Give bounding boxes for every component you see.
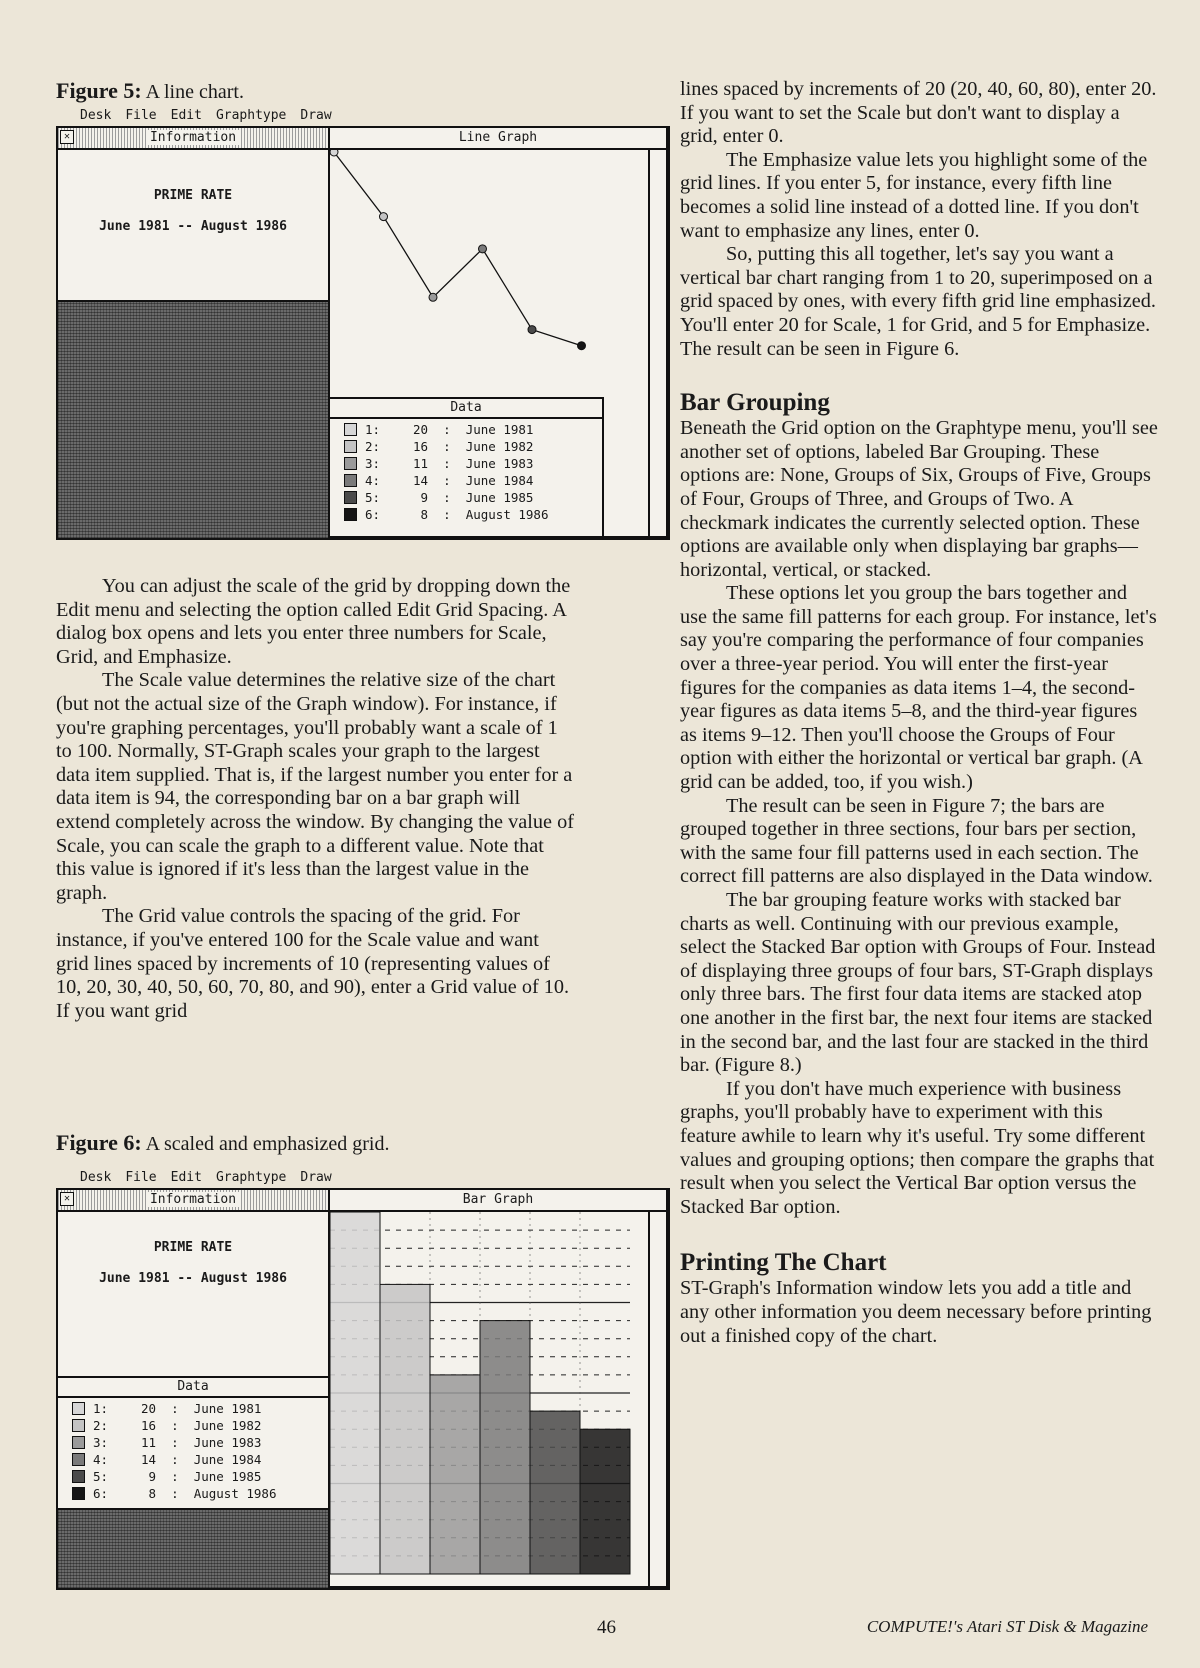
info-line2-fig5: June 1981 -- August 1986: [99, 219, 287, 234]
data-row[interactable]: [72, 1451, 328, 1468]
figure-6-caption-text: A scaled and emphasized grid.: [145, 1133, 390, 1155]
data-title-fig5: Data: [446, 400, 485, 415]
page-number: 46: [597, 1617, 616, 1638]
right-column: [680, 78, 1158, 1348]
data-window-fig6: [56, 1376, 330, 1510]
data-row[interactable]: [344, 455, 602, 472]
paragraph: You can adjust the scale of the grid by dropping down the Edit menu and selecting the option called Edit Grid Spacing. A dialog box opens and lets you enter three numbers for Scale, Grid, and Emphasize.: [56, 575, 571, 668]
data-row[interactable]: [344, 506, 602, 523]
figure-5-caption: [56, 78, 576, 104]
bar: [580, 1429, 630, 1574]
data-row[interactable]: [72, 1417, 328, 1434]
info-title-fig6: Information: [146, 1192, 240, 1207]
data-row-value: 9: [148, 1469, 157, 1484]
data-row[interactable]: [344, 438, 602, 455]
paragraph: These options let you group the bars together and use the same fill patterns for each group. For instance, let's say you're comparing the performance of four companies over a three-year period. You will enter the first-year figures for the companies as data items 1–4, the second-year figures as data items 5–8, and the third-year figures as items 9–12. Then you'll choose the Groups of Four option with either the horizontal or vertical bar graph. (A grid can be added, too, if you wish.): [680, 582, 1157, 794]
figure-6-caption: [56, 1130, 389, 1156]
paragraph: If you don't have much experience with business graphs, you'll probably have to experiment with this feature awhile to learn why it's useful. Try some different values and grouping options; then compare the graphs that result when you select the Vertical Bar option versus the Stacked Bar option.: [680, 1077, 1155, 1218]
fill-pattern-swatch[interactable]: [344, 491, 357, 504]
data-list-fig5: [330, 419, 602, 523]
info-titlebar-fig6[interactable]: [58, 1190, 328, 1212]
line-point: [578, 342, 586, 350]
data-row-index: 3:: [93, 1435, 109, 1450]
fill-pattern-swatch[interactable]: [72, 1402, 85, 1415]
bar: [330, 1212, 380, 1574]
data-row-index: 1:: [93, 1401, 109, 1416]
close-icon[interactable]: ✕: [60, 130, 74, 144]
data-row-value: 14: [141, 1452, 157, 1467]
data-row-label: August 1986: [465, 507, 549, 522]
figure-6-desktop: [56, 1188, 670, 1590]
fill-pattern-swatch[interactable]: [72, 1453, 85, 1466]
menu-file[interactable]: File: [125, 108, 157, 123]
data-title-fig6: Data: [173, 1379, 212, 1394]
data-row-separator: :: [156, 1486, 194, 1501]
bar-graph-titlebar[interactable]: [330, 1190, 666, 1212]
data-row-value: 16: [141, 1418, 157, 1433]
paragraph: The result can be seen in Figure 7; the bars are grouped together in three sections, four bars per section, with the same four fill patterns used in each section. The correct fill patterns are also displayed in the Data window.: [680, 794, 1153, 888]
data-row-index: 1:: [365, 422, 381, 437]
data-row-index: 5:: [93, 1469, 109, 1484]
figure-5-screen: [56, 108, 668, 538]
data-row-value: 8: [148, 1486, 157, 1501]
data-row-value: 9: [420, 490, 429, 505]
data-row-index: 4:: [365, 473, 381, 488]
info-window-fig6: [56, 1188, 330, 1378]
data-row[interactable]: [72, 1485, 328, 1502]
data-row-value: 11: [141, 1435, 157, 1450]
data-row-index: 6:: [365, 507, 381, 522]
line-point: [429, 293, 437, 301]
fill-pattern-swatch[interactable]: [72, 1436, 85, 1449]
bar-chart: [330, 1212, 650, 1588]
left-body-text: [56, 575, 576, 1023]
figure-5-label: Figure 5:: [56, 78, 142, 103]
data-window-fig5: [328, 397, 604, 538]
data-row-label: June 1983: [193, 1435, 262, 1450]
paragraph: So, putting this all together, let's say you want a vertical bar chart ranging from 1 to 20, superimposed on a grid spaced by ones, with every fifth grid line emphasized. You'll enter 20 for Scale, 1 for Grid, and 5 for Emphasize. The result can be seen in Figure 6.: [680, 243, 1156, 360]
data-row-separator: :: [156, 1401, 194, 1416]
line-graph-titlebar[interactable]: [330, 128, 666, 150]
info-body-fig5: [58, 188, 328, 234]
data-row[interactable]: [344, 421, 602, 438]
info-window-fig5: [56, 126, 330, 302]
line-series: [334, 152, 582, 346]
menu-edit[interactable]: Edit: [170, 1170, 202, 1185]
data-row-label: June 1984: [465, 473, 534, 488]
menu-edit[interactable]: Edit: [170, 108, 202, 123]
info-body-fig6: [58, 1240, 328, 1286]
figure-6-label: Figure 6:: [56, 1130, 142, 1155]
paragraph: ST-Graph's Information window lets you add a title and any other information you deem necessary before printing out a finished copy of the chart.: [680, 1277, 1152, 1347]
info-line1-fig6: PRIME RATE: [153, 1240, 233, 1255]
section-heading-printing: Printing The Chart: [680, 1249, 887, 1277]
data-row-separator: :: [428, 456, 466, 471]
paragraph: lines spaced by increments of 20 (20, 40, 60, 80), enter 20. If you want to set the Scale but don't want to display a grid, enter 0.: [680, 78, 1157, 148]
figure-5-menubar: [56, 108, 668, 124]
bar: [530, 1411, 580, 1574]
fill-pattern-swatch[interactable]: [344, 508, 357, 521]
bar: [430, 1375, 480, 1574]
menu-desk[interactable]: Desk: [80, 108, 112, 123]
bar-graph-window: [328, 1188, 668, 1588]
data-row-index: 4:: [93, 1452, 109, 1467]
info-titlebar-fig5[interactable]: [58, 128, 328, 150]
data-row-separator: :: [428, 422, 466, 437]
data-row-value: 20: [413, 422, 429, 437]
figure-6-menubar: [56, 1170, 668, 1186]
data-row-separator: :: [156, 1435, 194, 1450]
data-list-fig6: [58, 1398, 328, 1502]
line-point: [528, 326, 536, 334]
menu-graphtype[interactable]: Graphtype: [215, 1170, 287, 1185]
data-row-separator: :: [428, 507, 466, 522]
bar-graph-title: Bar Graph: [459, 1192, 537, 1207]
paragraph: The bar grouping feature works with stacked bar charts as well. Continuing with our previous example, select the Stacked Bar option with Groups of Four. Instead of displaying three groups of four bars, ST-Graph displays only three bars. The first four data items are stacked atop one another in the first bar, the next four items are stacked in the second bar, and the last four are stacked in the third bar. (Figure 8.): [680, 889, 1156, 1077]
data-row-separator: :: [428, 490, 466, 505]
fill-pattern-swatch[interactable]: [72, 1419, 85, 1432]
data-row-index: 2:: [365, 439, 381, 454]
menu-desk[interactable]: Desk: [80, 1170, 112, 1185]
menu-graphtype[interactable]: Graphtype: [215, 108, 287, 123]
line-graph-scrollbar[interactable]: [648, 150, 666, 536]
data-row-separator: :: [156, 1418, 194, 1433]
data-row-index: 5:: [365, 490, 381, 505]
data-row-value: 8: [420, 507, 429, 522]
fill-pattern-swatch[interactable]: [344, 423, 357, 436]
data-row-value: 16: [413, 439, 429, 454]
data-row-label: June 1984: [193, 1452, 262, 1467]
data-row-separator: :: [156, 1452, 194, 1467]
paragraph: The Grid value controls the spacing of the grid. For instance, if you've entered 100 for the Scale value and want grid lines spaced by increments of 10 (representing values of 10, 20, 30, 40, 50, 60, 70, 80, and 90), enter a Grid value of 10. If you want grid: [56, 905, 570, 1022]
info-title-fig5: Information: [146, 130, 240, 145]
data-row-label: June 1982: [193, 1418, 262, 1433]
line-graph-title: Line Graph: [455, 130, 541, 145]
figure-5-caption-text: A line chart.: [145, 81, 244, 103]
data-row[interactable]: [72, 1434, 328, 1451]
data-row-separator: :: [156, 1469, 194, 1484]
data-row-label: June 1982: [465, 439, 534, 454]
bar: [480, 1321, 530, 1574]
menu-file[interactable]: File: [125, 1170, 157, 1185]
section-heading-bar-grouping: Bar Grouping: [680, 389, 830, 417]
figure-5-desktop: [56, 126, 670, 540]
menu-draw[interactable]: Draw: [300, 1170, 332, 1185]
line-point: [330, 150, 338, 156]
paragraph: Beneath the Grid option on the Graphtype menu, you'll see another set of options, labeled Bar Grouping. These options are: None, Groups of Six, Groups of Five, Groups of Four, Groups of Three, and Groups of Two. A checkmark indicates the currently selected option. These options are available only when displaying bar graphs—horizontal, vertical, or stacked.: [680, 417, 1158, 581]
data-row-index: 3:: [365, 456, 381, 471]
close-icon[interactable]: ✕: [60, 1192, 74, 1206]
data-row-separator: :: [428, 439, 466, 454]
data-row-label: June 1981: [193, 1401, 262, 1416]
line-point: [479, 245, 487, 253]
data-titlebar-fig5[interactable]: [330, 399, 602, 419]
magazine-name: COMPUTE!'s Atari ST Disk & Magazine: [866, 1617, 1148, 1636]
bar: [380, 1284, 430, 1574]
data-row[interactable]: [344, 489, 602, 506]
data-row-label: June 1985: [465, 490, 534, 505]
fill-pattern-swatch[interactable]: [72, 1470, 85, 1483]
figure-6-screen: [56, 1170, 668, 1590]
data-titlebar-fig6[interactable]: [58, 1378, 328, 1398]
data-row-separator: :: [428, 473, 466, 488]
info-line1-fig5: PRIME RATE: [153, 188, 233, 203]
bar-graph-scrollbar[interactable]: [648, 1212, 666, 1586]
fill-pattern-swatch[interactable]: [344, 474, 357, 487]
info-line2-fig6: June 1981 -- August 1986: [99, 1271, 287, 1286]
paragraph: The Scale value determines the relative size of the chart (but not the actual size of the Graph window). For instance, if you're graphing percentages, you'll probably want a scale of 1 to 100. Normally, ST-Graph scales your graph to the largest data item supplied. That is, if the largest number you enter for a data item is 94, the corresponding bar on a bar graph will extend completely across the window. By changing the value of Scale, you can scale the graph to a different value. Note that this value is ignored if it's less than the largest value in the graph.: [56, 669, 574, 904]
data-row-value: 14: [413, 473, 429, 488]
data-row-value: 11: [413, 456, 429, 471]
data-row-index: 6:: [93, 1486, 109, 1501]
data-row[interactable]: [72, 1468, 328, 1485]
line-point: [380, 213, 388, 221]
fill-pattern-swatch[interactable]: [344, 457, 357, 470]
data-row-label: June 1985: [193, 1469, 262, 1484]
data-row-label: August 1986: [193, 1486, 277, 1501]
data-row[interactable]: [72, 1400, 328, 1417]
data-row-index: 2:: [93, 1418, 109, 1433]
data-row-label: June 1983: [465, 456, 534, 471]
data-row[interactable]: [344, 472, 602, 489]
fill-pattern-swatch[interactable]: [72, 1487, 85, 1500]
data-row-label: June 1981: [465, 422, 534, 437]
fill-pattern-swatch[interactable]: [344, 440, 357, 453]
data-row-value: 20: [141, 1401, 157, 1416]
menu-draw[interactable]: Draw: [300, 108, 332, 123]
paragraph: The Emphasize value lets you highlight some of the grid lines. If you enter 5, for instance, every fifth line becomes a solid line instead of a dotted line. If you don't want to emphasize any lines, enter 0.: [680, 148, 1148, 242]
